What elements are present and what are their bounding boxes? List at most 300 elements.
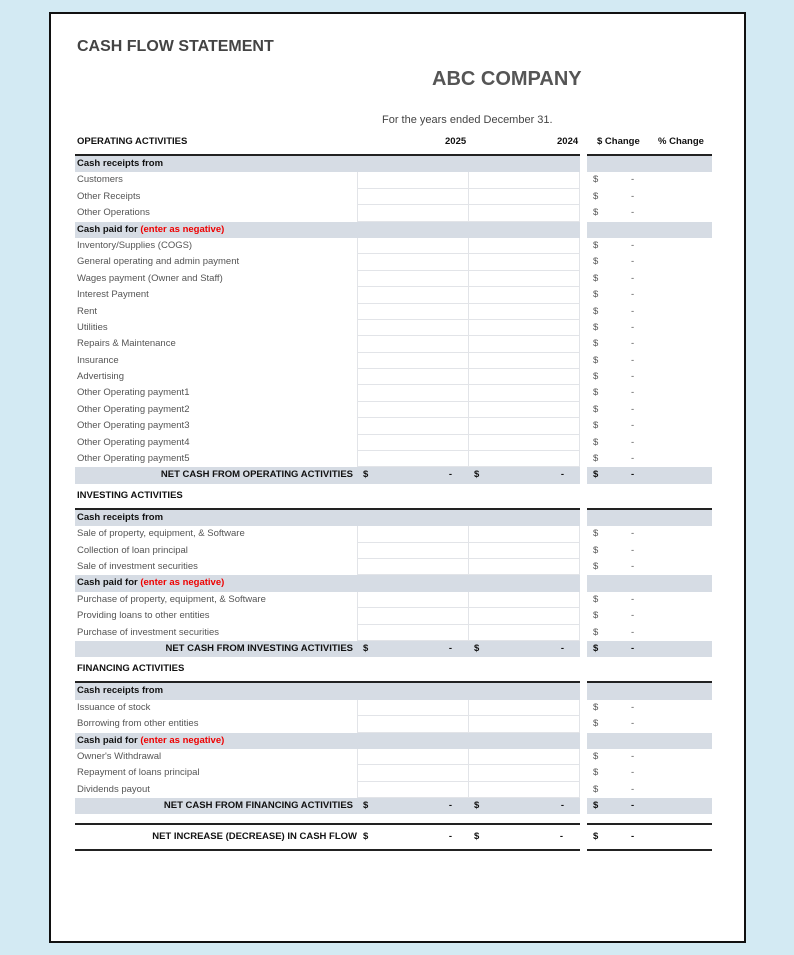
value: - bbox=[631, 831, 635, 843]
blank bbox=[357, 733, 468, 749]
row-label-text: Cash receipts from bbox=[77, 685, 164, 697]
blank bbox=[650, 222, 712, 238]
currency-symbol: $ bbox=[593, 174, 599, 186]
row-label bbox=[75, 733, 357, 749]
table-row bbox=[75, 172, 712, 188]
row-label-text: Purchase of property, equipment, & Software bbox=[77, 593, 266, 605]
row-label-text: Wages payment (Owner and Staff) bbox=[77, 272, 223, 284]
row-label-text: Cash receipts from bbox=[77, 511, 164, 523]
percent-change-cell bbox=[650, 765, 712, 781]
dollar-change-cell bbox=[587, 592, 650, 608]
value: - bbox=[631, 207, 635, 219]
dollar-change-cell bbox=[587, 716, 650, 732]
subheader-row bbox=[75, 733, 712, 749]
value: - bbox=[631, 420, 635, 432]
row-label bbox=[75, 592, 357, 608]
row-label-text: Other Operating payment4 bbox=[77, 436, 190, 448]
input-cell-2024[interactable] bbox=[468, 716, 580, 732]
currency-symbol: $ bbox=[593, 436, 599, 448]
value: - bbox=[448, 831, 452, 843]
row-label-text: Dividends payout bbox=[77, 783, 150, 795]
blank bbox=[587, 575, 650, 591]
table-row bbox=[75, 205, 712, 221]
currency-symbol: $ bbox=[593, 767, 599, 779]
percent-change-cell bbox=[650, 238, 712, 254]
input-cell-2024[interactable] bbox=[468, 608, 580, 624]
input-cell-2025[interactable] bbox=[357, 526, 468, 542]
table-row bbox=[75, 271, 712, 287]
table-row bbox=[75, 526, 712, 542]
row-label bbox=[75, 385, 357, 401]
value: - bbox=[559, 831, 563, 843]
input-cell-2025[interactable] bbox=[357, 369, 468, 385]
input-cell-2025[interactable] bbox=[357, 320, 468, 336]
column-year-2025: 2025 bbox=[445, 136, 467, 147]
row-label-text: Collection of loan principal bbox=[77, 544, 188, 556]
row-label-text: Other Operating payment3 bbox=[77, 420, 190, 432]
dollar-change-cell bbox=[587, 287, 650, 303]
currency-symbol: $ bbox=[593, 321, 599, 333]
dollar-change-cell bbox=[587, 608, 650, 624]
percent-change-cell bbox=[650, 451, 712, 467]
dollar-change-cell bbox=[587, 238, 650, 254]
percent-change-cell bbox=[650, 526, 712, 542]
row-label-text: Purchase of investment securities bbox=[77, 626, 220, 638]
percent-change-cell bbox=[650, 543, 712, 559]
table-row bbox=[75, 287, 712, 303]
total-2025 bbox=[357, 825, 468, 849]
blank bbox=[468, 222, 580, 238]
input-cell-2024[interactable] bbox=[468, 782, 580, 798]
dollar-change-cell bbox=[587, 526, 650, 542]
dollar-change-cell bbox=[587, 336, 650, 352]
row-label bbox=[75, 700, 357, 716]
input-cell-2024[interactable] bbox=[468, 287, 580, 303]
table-row bbox=[75, 451, 712, 467]
input-cell-2025[interactable] bbox=[357, 435, 468, 451]
currency-symbol: $ bbox=[593, 544, 599, 556]
dollar-change-cell bbox=[587, 749, 650, 765]
row-label bbox=[75, 683, 357, 699]
blank bbox=[650, 683, 712, 699]
input-cell-2025[interactable] bbox=[357, 402, 468, 418]
input-cell-2025[interactable] bbox=[357, 238, 468, 254]
dollar-change-cell bbox=[587, 402, 650, 418]
currency-symbol: $ bbox=[363, 831, 369, 843]
currency-symbol: $ bbox=[593, 354, 599, 366]
currency-symbol: $ bbox=[593, 701, 599, 713]
percent-change-cell bbox=[650, 625, 712, 641]
row-label-text: Sale of property, equipment, & Software bbox=[77, 528, 245, 540]
row-label-text: Cash paid for bbox=[77, 577, 138, 589]
dollar-change-cell bbox=[587, 385, 650, 401]
value: - bbox=[631, 190, 635, 202]
percent-change-cell bbox=[650, 271, 712, 287]
input-cell-2024[interactable] bbox=[468, 625, 580, 641]
blank bbox=[468, 575, 580, 591]
percent-change-cell bbox=[650, 782, 712, 798]
input-cell-2024[interactable] bbox=[468, 304, 580, 320]
input-cell-2024[interactable] bbox=[468, 336, 580, 352]
row-label bbox=[75, 369, 357, 385]
blank bbox=[650, 733, 712, 749]
value: - bbox=[631, 403, 635, 415]
value: - bbox=[448, 642, 452, 654]
dollar-change-total bbox=[587, 798, 650, 814]
row-label bbox=[75, 765, 357, 781]
table-row bbox=[75, 336, 712, 352]
input-cell-2024[interactable] bbox=[468, 559, 580, 575]
column-header-row bbox=[75, 133, 712, 154]
row-label bbox=[75, 467, 357, 483]
subheader-row bbox=[75, 683, 712, 699]
row-label-text: Repayment of loans principal bbox=[77, 767, 200, 779]
input-cell-2025[interactable] bbox=[357, 172, 468, 188]
row-label-text: Interest Payment bbox=[77, 289, 149, 301]
table-row bbox=[75, 353, 712, 369]
row-label bbox=[75, 353, 357, 369]
dollar-change-cell bbox=[587, 418, 650, 434]
input-cell-2025[interactable] bbox=[357, 385, 468, 401]
input-cell-2024[interactable] bbox=[468, 402, 580, 418]
row-label-text: NET CASH FROM INVESTING ACTIVITIES bbox=[165, 642, 353, 654]
blank bbox=[650, 510, 712, 526]
input-cell-2024[interactable] bbox=[468, 189, 580, 205]
dollar-change-cell bbox=[587, 625, 650, 641]
input-cell-2024[interactable] bbox=[468, 749, 580, 765]
input-cell-2024[interactable] bbox=[468, 592, 580, 608]
row-label bbox=[75, 749, 357, 765]
input-cell-2025[interactable] bbox=[357, 765, 468, 781]
currency-symbol: $ bbox=[593, 528, 599, 540]
total-2024 bbox=[468, 825, 579, 849]
value: - bbox=[448, 800, 452, 812]
blank bbox=[587, 156, 650, 172]
input-cell-2024[interactable] bbox=[468, 238, 580, 254]
value: - bbox=[631, 289, 635, 301]
company-name: ABC COMPANY bbox=[432, 68, 582, 90]
percent-change-cell bbox=[650, 254, 712, 270]
value: - bbox=[631, 610, 635, 622]
dollar-change-cell bbox=[587, 369, 650, 385]
currency-symbol: $ bbox=[593, 305, 599, 317]
net-cash-row bbox=[75, 467, 712, 483]
currency-symbol: $ bbox=[593, 750, 599, 762]
input-cell-2025[interactable] bbox=[357, 782, 468, 798]
currency-symbol: $ bbox=[593, 403, 599, 415]
input-cell-2025[interactable] bbox=[357, 559, 468, 575]
percent-change-cell bbox=[650, 402, 712, 418]
row-label bbox=[75, 156, 357, 172]
table-row bbox=[75, 418, 712, 434]
percent-change-cell bbox=[650, 700, 712, 716]
row-label-text: Rent bbox=[77, 305, 98, 317]
cash-flow-table bbox=[75, 133, 712, 851]
input-cell-2025[interactable] bbox=[357, 336, 468, 352]
table-row bbox=[75, 625, 712, 641]
value: - bbox=[631, 800, 635, 812]
percent-change-cell bbox=[650, 320, 712, 336]
currency-symbol: $ bbox=[593, 560, 599, 572]
row-label bbox=[75, 336, 357, 352]
currency-symbol: $ bbox=[593, 718, 599, 730]
table-row bbox=[75, 369, 712, 385]
input-cell-2024[interactable] bbox=[468, 254, 580, 270]
input-cell-2025[interactable] bbox=[357, 625, 468, 641]
percent-change-cell bbox=[650, 716, 712, 732]
row-label bbox=[75, 205, 357, 221]
blank bbox=[587, 510, 650, 526]
currency-symbol: $ bbox=[593, 642, 599, 654]
blank bbox=[587, 733, 650, 749]
row-label-text: Insurance bbox=[77, 354, 119, 366]
currency-symbol: $ bbox=[363, 642, 369, 654]
column-dollar-change: $ Change bbox=[597, 136, 640, 147]
dollar-change-cell bbox=[587, 559, 650, 575]
row-label-text: Inventory/Supplies (COGS) bbox=[77, 239, 193, 251]
row-label bbox=[75, 172, 357, 188]
input-cell-2024[interactable] bbox=[468, 435, 580, 451]
input-cell-2024[interactable] bbox=[468, 700, 580, 716]
blank bbox=[650, 575, 712, 591]
row-label bbox=[75, 543, 357, 559]
input-cell-2024[interactable] bbox=[468, 543, 580, 559]
input-cell-2025[interactable] bbox=[357, 716, 468, 732]
value: - bbox=[631, 718, 635, 730]
currency-symbol: $ bbox=[593, 453, 599, 465]
value: - bbox=[631, 469, 635, 481]
currency-symbol: $ bbox=[474, 831, 480, 843]
subheader-row bbox=[75, 510, 712, 526]
percent-change-cell bbox=[650, 353, 712, 369]
percent-change-cell bbox=[650, 205, 712, 221]
input-cell-2025[interactable] bbox=[357, 205, 468, 221]
value: - bbox=[631, 256, 635, 268]
row-label bbox=[75, 418, 357, 434]
input-cell-2025[interactable] bbox=[357, 353, 468, 369]
row-label-text: Cash paid for bbox=[77, 223, 138, 235]
currency-symbol: $ bbox=[474, 469, 480, 481]
subheader-row bbox=[75, 156, 712, 172]
section-title: FINANCING ACTIVITIES bbox=[75, 657, 712, 683]
row-label-text: NET CASH FROM FINANCING ACTIVITIES bbox=[163, 800, 353, 812]
row-label bbox=[75, 782, 357, 798]
input-cell-2025[interactable] bbox=[357, 304, 468, 320]
blank bbox=[468, 733, 580, 749]
total-2024 bbox=[468, 641, 580, 657]
row-label-text: Advertising bbox=[77, 371, 124, 383]
input-cell-2025[interactable] bbox=[357, 700, 468, 716]
percent-change-cell bbox=[650, 385, 712, 401]
dollar-change-cell bbox=[587, 254, 650, 270]
dollar-change-cell bbox=[587, 205, 650, 221]
percent-change-cell bbox=[650, 592, 712, 608]
value: - bbox=[448, 469, 452, 481]
table-row bbox=[75, 385, 712, 401]
row-label bbox=[75, 451, 357, 467]
dollar-change-cell bbox=[587, 435, 650, 451]
blank bbox=[357, 575, 468, 591]
value: - bbox=[631, 387, 635, 399]
value: - bbox=[631, 436, 635, 448]
row-label bbox=[75, 798, 357, 814]
value: - bbox=[631, 239, 635, 251]
input-cell-2025[interactable] bbox=[357, 749, 468, 765]
value: - bbox=[631, 560, 635, 572]
value: - bbox=[631, 767, 635, 779]
input-cell-2024[interactable] bbox=[468, 451, 580, 467]
row-label bbox=[75, 254, 357, 270]
row-label bbox=[75, 222, 357, 238]
row-label bbox=[75, 625, 357, 641]
table-row bbox=[75, 543, 712, 559]
currency-symbol: $ bbox=[593, 420, 599, 432]
dollar-change-cell bbox=[587, 172, 650, 188]
currency-symbol: $ bbox=[593, 610, 599, 622]
input-cell-2025[interactable] bbox=[357, 189, 468, 205]
percent-change-cell bbox=[650, 467, 712, 483]
currency-symbol: $ bbox=[593, 190, 599, 202]
percent-change-cell bbox=[650, 189, 712, 205]
input-cell-2024[interactable] bbox=[468, 353, 580, 369]
table-row bbox=[75, 608, 712, 624]
value: - bbox=[631, 272, 635, 284]
statement-title: CASH FLOW STATEMENT bbox=[77, 38, 274, 55]
value: - bbox=[631, 354, 635, 366]
percent-change-cell bbox=[650, 304, 712, 320]
input-cell-2024[interactable] bbox=[468, 526, 580, 542]
value: - bbox=[631, 453, 635, 465]
table-row bbox=[75, 749, 712, 765]
negative-note: (enter as negative) bbox=[140, 223, 225, 235]
value: - bbox=[560, 800, 564, 812]
blank bbox=[357, 510, 468, 526]
total-2025 bbox=[357, 798, 468, 814]
currency-symbol: $ bbox=[593, 256, 599, 268]
input-cell-2025[interactable] bbox=[357, 451, 468, 467]
input-cell-2025[interactable] bbox=[357, 254, 468, 270]
currency-symbol: $ bbox=[363, 800, 369, 812]
row-label-text: Borrowing from other entities bbox=[77, 718, 199, 730]
input-cell-2024[interactable] bbox=[468, 418, 580, 434]
table-row bbox=[75, 254, 712, 270]
row-label-text: Other Receipts bbox=[77, 190, 141, 202]
negative-note: (enter as negative) bbox=[140, 734, 225, 746]
dollar-change-cell bbox=[587, 304, 650, 320]
table-row bbox=[75, 402, 712, 418]
row-label-text: Sale of investment securities bbox=[77, 560, 198, 572]
subheader-row bbox=[75, 575, 712, 591]
input-cell-2024[interactable] bbox=[468, 271, 580, 287]
input-cell-2024[interactable] bbox=[468, 765, 580, 781]
currency-symbol: $ bbox=[593, 469, 599, 481]
blank bbox=[468, 510, 580, 526]
input-cell-2025[interactable] bbox=[357, 608, 468, 624]
dollar-change-cell bbox=[587, 271, 650, 287]
row-label bbox=[75, 304, 357, 320]
net-increase-label: NET INCREASE (DECREASE) IN CASH FLOW bbox=[152, 831, 357, 843]
dollar-change-cell bbox=[587, 782, 650, 798]
blank bbox=[468, 683, 580, 699]
value: - bbox=[631, 321, 635, 333]
dollar-change-total bbox=[587, 641, 650, 657]
dollar-change-total bbox=[587, 467, 650, 483]
dollar-change-cell bbox=[587, 320, 650, 336]
row-label-text: Issuance of stock bbox=[77, 701, 151, 713]
currency-symbol: $ bbox=[363, 469, 369, 481]
table-row bbox=[75, 716, 712, 732]
percent-change-cell bbox=[650, 435, 712, 451]
value: - bbox=[631, 338, 635, 350]
percent-change-cell bbox=[650, 559, 712, 575]
row-label-text: Providing loans to other entities bbox=[77, 610, 210, 622]
net-cash-row bbox=[75, 641, 712, 657]
input-cell-2024[interactable] bbox=[468, 385, 580, 401]
percent-change-cell bbox=[650, 369, 712, 385]
row-label bbox=[75, 402, 357, 418]
row-label bbox=[75, 716, 357, 732]
row-label bbox=[75, 435, 357, 451]
dollar-change-cell bbox=[587, 353, 650, 369]
net-increase-row bbox=[75, 823, 712, 851]
table-row bbox=[75, 765, 712, 781]
input-cell-2025[interactable] bbox=[357, 271, 468, 287]
row-label bbox=[75, 641, 357, 657]
blank bbox=[587, 683, 650, 699]
section-title: INVESTING ACTIVITIES bbox=[75, 484, 712, 510]
percent-change-cell bbox=[650, 172, 712, 188]
input-cell-2025[interactable] bbox=[357, 592, 468, 608]
table-row bbox=[75, 782, 712, 798]
dollar-change-cell bbox=[587, 189, 650, 205]
currency-symbol: $ bbox=[593, 272, 599, 284]
subheader-row bbox=[75, 222, 712, 238]
table-row bbox=[75, 700, 712, 716]
input-cell-2024[interactable] bbox=[468, 320, 580, 336]
row-label bbox=[75, 320, 357, 336]
value: - bbox=[631, 528, 635, 540]
percent-change-cell bbox=[650, 608, 712, 624]
section-title: OPERATING ACTIVITIES bbox=[77, 136, 188, 147]
input-cell-2024[interactable] bbox=[468, 369, 580, 385]
row-label bbox=[75, 189, 357, 205]
currency-symbol: $ bbox=[593, 239, 599, 251]
row-label-text: General operating and admin payment bbox=[77, 256, 240, 268]
value: - bbox=[631, 371, 635, 383]
row-label bbox=[75, 526, 357, 542]
row-label-text: Cash receipts from bbox=[77, 158, 164, 169]
value: - bbox=[631, 174, 635, 186]
input-cell-2025[interactable] bbox=[357, 287, 468, 303]
dollar-change-cell bbox=[587, 451, 650, 467]
row-label bbox=[75, 575, 357, 591]
dollar-change-cell bbox=[587, 543, 650, 559]
column-year-2024: 2024 bbox=[557, 136, 579, 147]
input-cell-2025[interactable] bbox=[357, 543, 468, 559]
total-2025 bbox=[357, 641, 468, 657]
input-cell-2024[interactable] bbox=[468, 172, 580, 188]
row-label-text: Repairs & Maintenance bbox=[77, 338, 176, 350]
total-2024 bbox=[468, 798, 580, 814]
dollar-change-cell bbox=[587, 700, 650, 716]
table-row bbox=[75, 592, 712, 608]
value: - bbox=[560, 642, 564, 654]
blank bbox=[468, 156, 580, 172]
blank bbox=[357, 156, 468, 172]
currency-symbol: $ bbox=[593, 800, 599, 812]
input-cell-2024[interactable] bbox=[468, 205, 580, 221]
input-cell-2025[interactable] bbox=[357, 418, 468, 434]
